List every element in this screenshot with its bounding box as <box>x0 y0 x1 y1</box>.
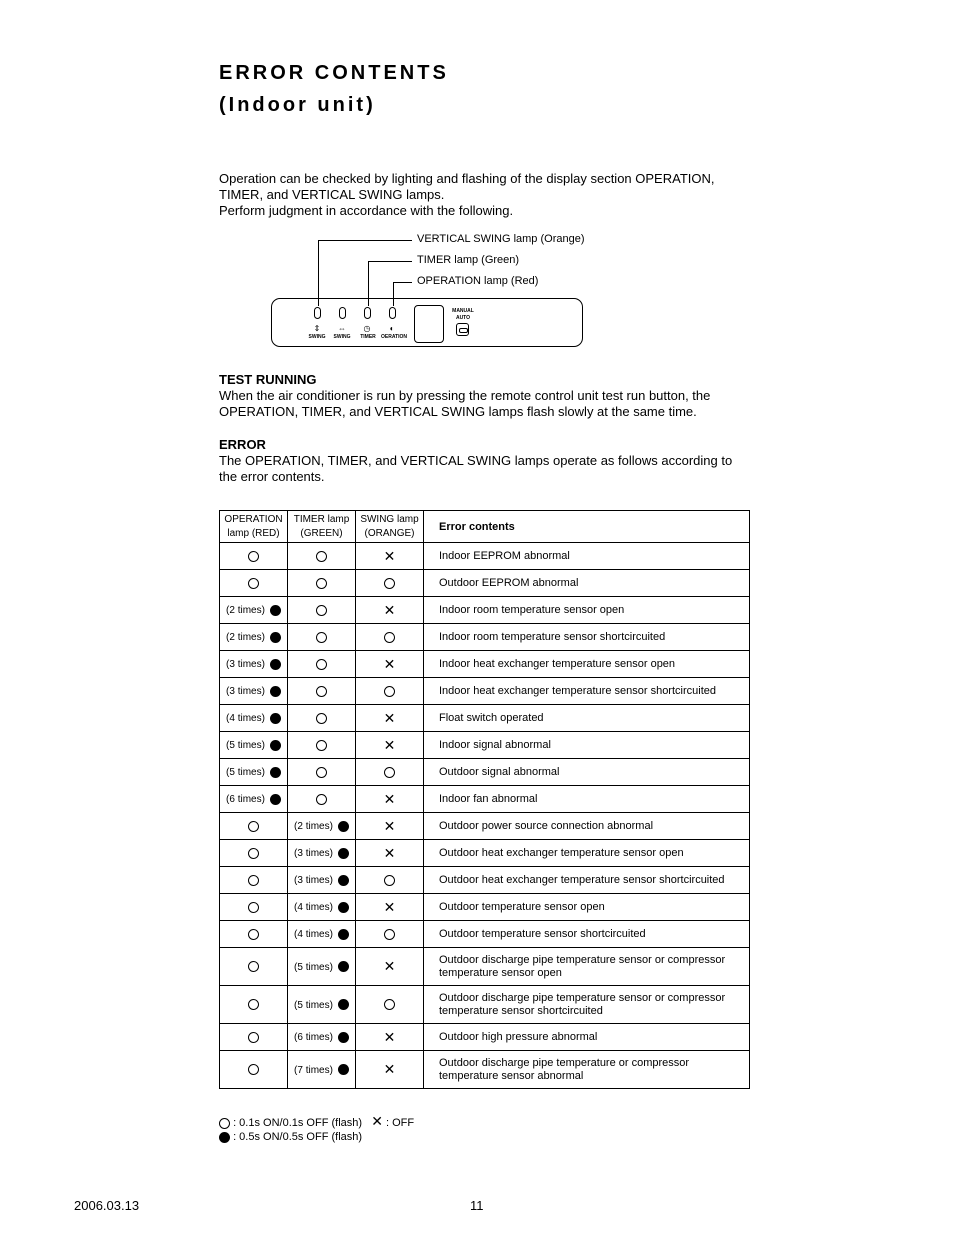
flash-slow-icon <box>338 1064 349 1075</box>
table-row <box>220 813 750 840</box>
flash-fast-icon <box>248 961 259 972</box>
timer-cell <box>288 921 356 948</box>
test-running-text: When the air conditioner is run by pressing the remote control unit test run button, the OPERATION, TIMER, and VERTICAL SWING lamps flash slowly at the same time. <box>219 388 711 419</box>
flash-slow-icon <box>338 902 349 913</box>
error-description: Indoor heat exchanger temperature sensor shortcircuited <box>424 678 750 705</box>
flash-fast-icon <box>384 875 395 886</box>
error-description: Outdoor high pressure abnormal <box>424 1024 750 1051</box>
op-cell <box>220 732 288 759</box>
header-swing: SWING lamp (ORANGE) <box>356 511 424 543</box>
timer-cell <box>288 1024 356 1051</box>
error-description: Indoor fan abnormal <box>424 786 750 813</box>
table-row <box>220 651 750 678</box>
off-icon: ✕ <box>383 817 396 834</box>
error-description: Outdoor discharge pipe temperature sensor or compressor temperature sensor open <box>424 948 750 986</box>
lamp-label: OERATION <box>380 334 408 340</box>
flash-fast-icon <box>384 578 395 589</box>
flash-fast-icon <box>316 605 327 616</box>
flash-fast-icon <box>316 578 327 589</box>
intro-line: Perform judgment in accordance with the following. <box>219 203 514 218</box>
flash-slow-icon <box>338 999 349 1010</box>
op-cell <box>220 948 288 986</box>
flash-count: (5 times) <box>226 767 265 778</box>
table-row <box>220 1051 750 1089</box>
flash-count: (5 times) <box>226 740 265 751</box>
legend-off-text: : OFF <box>386 1117 415 1129</box>
flash-fast-icon <box>316 551 327 562</box>
off-icon: ✕ <box>383 898 396 915</box>
timer-cell <box>288 651 356 678</box>
off-icon: ✕ <box>383 958 396 974</box>
timer-cell <box>288 570 356 597</box>
error-description: Outdoor temperature sensor shortcircuited <box>424 921 750 948</box>
op-cell <box>220 543 288 570</box>
flash-slow-icon <box>219 1132 230 1143</box>
swing-cell <box>356 840 424 867</box>
op-cell <box>220 570 288 597</box>
flash-fast-icon <box>248 929 259 940</box>
flash-fast-icon <box>248 902 259 913</box>
off-icon: ✕ <box>383 547 396 564</box>
leader-line <box>393 282 412 283</box>
op-cell <box>220 678 288 705</box>
error-section <box>219 437 749 485</box>
flash-fast-icon <box>316 632 327 643</box>
timer-cell <box>288 624 356 651</box>
intro-text <box>219 171 749 219</box>
table-row <box>220 705 750 732</box>
swing-cell <box>356 651 424 678</box>
manual-auto-button <box>456 323 469 336</box>
table-row <box>220 543 750 570</box>
operation-lamp <box>389 307 396 319</box>
swing-cell <box>356 867 424 894</box>
header-timer: TIMER lamp (GREEN) <box>288 511 356 543</box>
table-row <box>220 732 750 759</box>
swing-cell <box>356 813 424 840</box>
op-cell <box>220 921 288 948</box>
table-row <box>220 624 750 651</box>
op-cell <box>220 624 288 651</box>
flash-fast-icon <box>384 632 395 643</box>
swing-cell <box>356 732 424 759</box>
flash-count: (4 times) <box>294 929 333 940</box>
flash-fast-icon <box>248 848 259 859</box>
error-table <box>219 510 750 1089</box>
table-row <box>220 570 750 597</box>
swing-cell <box>356 543 424 570</box>
op-cell <box>220 786 288 813</box>
flash-fast-icon <box>316 713 327 724</box>
swing-cell <box>356 986 424 1024</box>
error-description: Outdoor heat exchanger temperature sensor shortcircuited <box>424 867 750 894</box>
flash-fast-icon <box>316 740 327 751</box>
flash-slow-icon <box>270 713 281 724</box>
swing-cell <box>356 921 424 948</box>
flash-fast-icon <box>219 1118 230 1129</box>
lamp-label: TIMER <box>360 334 376 340</box>
flash-fast-icon <box>316 686 327 697</box>
swing-cell <box>356 705 424 732</box>
error-description: Outdoor power source connection abnormal <box>424 813 750 840</box>
op-cell <box>220 1051 288 1089</box>
error-description: Float switch operated <box>424 705 750 732</box>
timer-cell <box>288 705 356 732</box>
table-header-row <box>220 511 750 543</box>
flash-count: (5 times) <box>294 999 333 1011</box>
swing-cell <box>356 759 424 786</box>
off-icon: ✕ <box>383 736 396 753</box>
flash-slow-icon <box>338 929 349 940</box>
legend-line <box>219 1131 362 1143</box>
error-description: Outdoor temperature sensor open <box>424 894 750 921</box>
page-title: ERROR CONTENTS <box>219 62 449 84</box>
op-cell <box>220 597 288 624</box>
off-icon: ✕ <box>383 844 396 861</box>
table-row <box>220 678 750 705</box>
flash-fast-icon <box>248 551 259 562</box>
off-icon: ✕ <box>383 709 396 726</box>
page-subtitle: (Indoor unit) <box>219 94 376 116</box>
table-row <box>220 921 750 948</box>
timer-cell <box>288 894 356 921</box>
error-description: Outdoor discharge pipe temperature sensor or compressor temperature sensor shortcircuited <box>424 986 750 1024</box>
flash-count: (6 times) <box>226 794 265 805</box>
display-panel <box>271 298 583 347</box>
error-description: Outdoor signal abnormal <box>424 759 750 786</box>
leader-line <box>318 240 412 241</box>
off-icon: ✕ <box>383 655 396 672</box>
flash-count: (2 times) <box>226 632 265 643</box>
flash-slow-icon <box>338 961 349 972</box>
flash-fast-icon <box>248 1032 259 1043</box>
off-icon: ✕ <box>383 790 396 807</box>
timer-cell <box>288 543 356 570</box>
table-row <box>220 759 750 786</box>
timer-cell <box>288 986 356 1024</box>
op-cell <box>220 986 288 1024</box>
legend-open-text: : 0.1s ON/0.1s OFF (flash) <box>233 1117 363 1129</box>
swing-cell <box>356 624 424 651</box>
intro-line: TIMER, and VERTICAL SWING lamps. <box>219 187 445 202</box>
swing-lamp <box>314 307 321 319</box>
timer-cell <box>288 759 356 786</box>
error-description: Indoor signal abnormal <box>424 732 750 759</box>
leader-line <box>318 240 319 306</box>
flash-count: (5 times) <box>294 961 333 973</box>
timer-cell <box>288 867 356 894</box>
swing-cell <box>356 1051 424 1089</box>
op-cell <box>220 867 288 894</box>
auto-label: AUTO <box>455 315 471 321</box>
lamp-label: SWING <box>308 334 326 340</box>
table-row <box>220 986 750 1024</box>
table-row <box>220 948 750 986</box>
receiver-window <box>414 305 444 343</box>
swing-cell <box>356 948 424 986</box>
legend-dot-text: : 0.5s ON/0.5s OFF (flash) <box>233 1131 363 1143</box>
table-row <box>220 1024 750 1051</box>
error-description: Indoor room temperature sensor open <box>424 597 750 624</box>
timer-cell <box>288 840 356 867</box>
vertical-swing-icon: ⇕ <box>313 324 321 333</box>
callout-operation: OPERATION lamp (Red) <box>417 275 539 287</box>
flash-count: (4 times) <box>294 902 333 913</box>
swing-cell <box>356 786 424 813</box>
flash-fast-icon <box>316 659 327 670</box>
swing-cell <box>356 1024 424 1051</box>
table-row <box>220 840 750 867</box>
flash-fast-icon <box>248 875 259 886</box>
page-number: 11 <box>470 1198 484 1213</box>
op-cell <box>220 813 288 840</box>
manual-auto-label <box>447 308 479 322</box>
off-icon: ✕ <box>383 1028 396 1045</box>
flash-count: (3 times) <box>226 659 265 670</box>
timer-cell <box>288 813 356 840</box>
flash-fast-icon <box>248 578 259 589</box>
flash-fast-icon <box>316 794 327 805</box>
header-error-contents: Error contents <box>424 511 750 543</box>
table-row <box>220 597 750 624</box>
swing-cell <box>356 894 424 921</box>
timer-cell <box>288 732 356 759</box>
test-running-heading: TEST RUNNING <box>219 372 317 387</box>
op-cell <box>220 651 288 678</box>
flash-count: (2 times) <box>226 605 265 616</box>
flash-fast-icon <box>248 821 259 832</box>
table-row <box>220 867 750 894</box>
flash-fast-icon <box>384 686 395 697</box>
lamp-label: SWING <box>333 334 351 340</box>
swing-cell <box>356 678 424 705</box>
error-description: Indoor room temperature sensor shortcircuited <box>424 624 750 651</box>
flash-count: (6 times) <box>294 1032 333 1043</box>
timer-lamp <box>364 307 371 319</box>
test-running-section <box>219 372 749 420</box>
swing-lamp <box>339 307 346 319</box>
error-description: Outdoor heat exchanger temperature sensor open <box>424 840 750 867</box>
flash-fast-icon <box>384 999 395 1010</box>
timer-cell <box>288 948 356 986</box>
table-body <box>220 543 750 1089</box>
flash-slow-icon <box>270 659 281 670</box>
timer-cell <box>288 786 356 813</box>
off-icon: ✕ <box>383 1061 396 1077</box>
flash-count: (3 times) <box>294 848 333 859</box>
off-icon: ✕ <box>383 601 396 618</box>
flash-slow-icon <box>338 875 349 886</box>
table-row <box>220 786 750 813</box>
manual-label: MANUAL <box>452 308 474 314</box>
error-heading: ERROR <box>219 437 266 452</box>
flash-count: (7 times) <box>294 1064 333 1076</box>
op-cell <box>220 759 288 786</box>
flash-slow-icon <box>270 605 281 616</box>
flash-fast-icon <box>248 1064 259 1075</box>
flash-count: (4 times) <box>226 713 265 724</box>
op-cell <box>220 705 288 732</box>
timer-cell <box>288 678 356 705</box>
flash-slow-icon <box>270 632 281 643</box>
flash-slow-icon <box>270 740 281 751</box>
error-description: Outdoor discharge pipe temperature or compressor temperature sensor abnormal <box>424 1051 750 1089</box>
legend-line <box>219 1114 414 1129</box>
leader-line <box>368 261 412 262</box>
flash-slow-icon <box>270 767 281 778</box>
callout-timer: TIMER lamp (Green) <box>417 254 520 266</box>
swing-cell <box>356 597 424 624</box>
callout-vertical-swing: VERTICAL SWING lamp (Orange) <box>417 233 585 245</box>
table-row <box>220 894 750 921</box>
flash-slow-icon <box>270 794 281 805</box>
timer-cell <box>288 1051 356 1089</box>
flash-fast-icon <box>384 929 395 940</box>
clock-icon: ◷ <box>363 324 371 333</box>
intro-line: Operation can be checked by lighting and flashing of the display section OPERATION, <box>219 171 715 186</box>
op-cell <box>220 894 288 921</box>
swing-cell <box>356 570 424 597</box>
flash-fast-icon <box>384 767 395 778</box>
header-operation: OPERATION lamp (RED) <box>220 511 288 543</box>
power-icon: ◐ <box>389 324 395 333</box>
flash-count: (3 times) <box>226 686 265 697</box>
horizontal-swing-icon: ⇔ <box>338 324 346 333</box>
op-cell <box>220 1024 288 1051</box>
flash-count: (2 times) <box>294 821 333 832</box>
flash-fast-icon <box>316 767 327 778</box>
flash-slow-icon <box>270 686 281 697</box>
error-text: The OPERATION, TIMER, and VERTICAL SWING lamps operate as follows according to the error contents. <box>219 453 733 484</box>
timer-cell <box>288 597 356 624</box>
flash-count: (3 times) <box>294 875 333 886</box>
footer-date: 2006.03.13 <box>74 1198 140 1213</box>
error-description: Outdoor EEPROM abnormal <box>424 570 750 597</box>
flash-slow-icon <box>338 848 349 859</box>
error-description: Indoor EEPROM abnormal <box>424 543 750 570</box>
op-cell <box>220 840 288 867</box>
flash-slow-icon <box>338 821 349 832</box>
flash-fast-icon <box>248 999 259 1010</box>
flash-slow-icon <box>338 1032 349 1043</box>
error-description: Indoor heat exchanger temperature sensor open <box>424 651 750 678</box>
off-icon: ✕ <box>371 1113 383 1129</box>
